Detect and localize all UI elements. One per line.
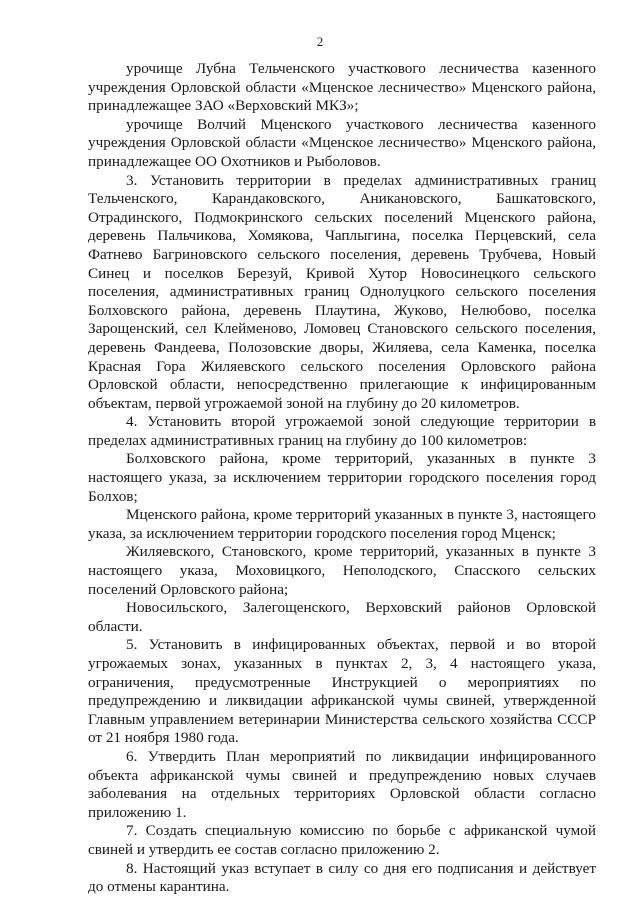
paragraph: 6. Утвердить План мероприятий по ликвидации инфицированного объекта африканской чумы свиней и предупреждению новых случаев заболевания на отдельных территориях Орловской области согласно приложению 1. (88, 747, 596, 821)
paragraph: урочище Волчий Мценского участкового лесничества казенного учреждения Орловской области «Мценское лесничество» Мценского района, принадлежащее ОО Охотников и Рыболовов. (88, 115, 596, 170)
document-body (88, 60, 596, 897)
paragraph: 3. Установить территории в пределах административных границ Тельченского, Карандаковского, Аникановского, Башкатовского, Отрадинского, Подмокринского сельских поселений Мценского района, деревень Пальчикова, Хомякова, Чаплыгина, поселка Перцевский, села Фатнево Багриновского сельского поселения, деревень Трубчева, Новый Синец и поселков Березуй, Кривой Хутор Новосинецкого сельского поселения, административных границ Однолуцкого сельского поселения Болховского района, деревень Плаутина, Жуково, Нелюбово, поселка Зарощенский, сел Клейменово, Ломовец Становского сельского поселения, деревень Фандеева, Полозовские дворы, Жиляева, села Каменка, поселка Красная Гора Жиляевского сельского поселения Орловского района Орловской области, непосредственно прилегающие к инфицированным объектам, первой угрожаемой зоной на глубину до 20 километров. (88, 171, 596, 412)
paragraph: Новосильского, Залегощенского, Верховский районов Орловской области. (88, 599, 596, 635)
paragraph: 5. Установить в инфицированных объектах, первой и во второй угрожаемых зонах, указанных в пунктах 2, 3, 4 настоящего указа, ограничения, предусмотренные Инструкцией о мероприятиях по предупреждению и ликвидации африканской чумы свиней, утвержденной Главным управлением ветеринарии Министерства сельского хозяйства СССР от 21 ноября 1980 года. (88, 636, 596, 747)
paragraph: 7. Создать специальную комиссию по борьбе с африканской чумой свиней и утвердить ее состав согласно приложению 2. (88, 822, 596, 858)
paragraph: Жиляевского, Становского, кроме территорий, указанных в пункте 3 настоящего указа, Моховицкого, Неполодского, Спасского сельских поселений Орловского района; (88, 543, 596, 598)
page-number: 2 (316, 34, 324, 49)
paragraph: 8. Настоящий указ вступает в силу со дня его подписания и действует до отмены карантина. (88, 859, 596, 896)
paragraph: Болховского района, кроме территорий, указанных в пункте 3 настоящего указа, за исключением территории городского поселения город Болхов; (88, 450, 596, 505)
paragraph: Мценского района, кроме территорий указанных в пункте 3, настоящего указа, за исключением территории городского поселения город Мценск; (88, 506, 596, 542)
paragraph: 4. Установить второй угрожаемой зоной следующие территории в пределах административных границ на глубину до 100 километров: (88, 413, 596, 449)
paragraph: урочище Лубна Тельченского участкового лесничества казенного учреждения Орловской области «Мценское лесничество» Мценского района, принадлежащее ЗАО «Верховский МКЗ»; (88, 60, 596, 115)
